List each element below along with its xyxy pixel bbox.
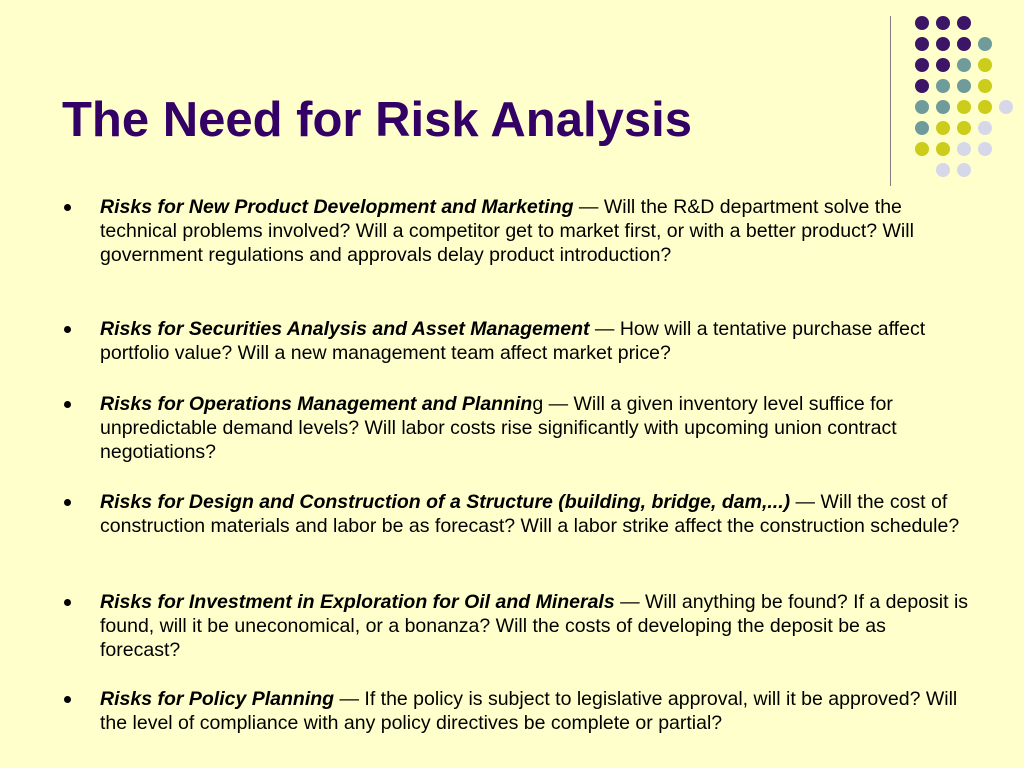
decorative-dot	[978, 58, 992, 72]
bullet-heading: Risks for Investment in Exploration for Oil and Minerals	[100, 591, 615, 613]
decorative-dot	[978, 121, 992, 135]
decorative-dot	[978, 37, 992, 51]
bullet-heading: Risks for Design and Construction of a Structure (building, bridge, dam,...)	[100, 491, 791, 513]
bullet-heading: Risks for Policy Planning	[100, 688, 335, 710]
decorative-dot	[999, 100, 1013, 114]
divider-line	[890, 16, 891, 186]
bullet-text: — If the policy is subject to legislative approval, will it be approved? Will the level of compliance with any policy directives be complete or partial?	[100, 688, 958, 734]
decorative-dot	[915, 37, 929, 51]
bullet-heading: Risks for Securities Analysis and Asset Management	[100, 318, 590, 340]
slide-title: The Need for Risk Analysis	[62, 93, 692, 147]
bullet-icon	[64, 326, 71, 333]
bullet-item-operations	[100, 392, 970, 464]
decorative-dot	[978, 100, 992, 114]
decorative-dot	[936, 79, 950, 93]
bullet-icon	[64, 401, 71, 408]
bullet-icon	[64, 204, 71, 211]
decorative-dot	[936, 142, 950, 156]
decorative-dot	[915, 58, 929, 72]
decorative-dot	[936, 16, 950, 30]
decorative-dot	[915, 142, 929, 156]
bullet-text: — Will anything be found? If a deposit is found, will it be uneconomical, or a bonanza? Will the costs of developing the deposit be as forecast?	[100, 591, 969, 661]
decorative-dot	[957, 16, 971, 30]
bullet-text: — How will a tentative purchase affect portfolio value? Will a new management team affect market price?	[100, 318, 926, 364]
bullet-icon	[64, 499, 71, 506]
bullet-text: — Will the cost of construction materials and labor be as forecast? Will a labor strike affect the construction schedule?	[100, 491, 960, 537]
decorative-dot	[957, 79, 971, 93]
bullet-item-new-product	[100, 195, 970, 267]
decorative-dot	[915, 121, 929, 135]
decorative-dot	[957, 37, 971, 51]
bullet-item-exploration	[100, 590, 970, 662]
decorative-dot	[915, 16, 929, 30]
bullet-item-securities	[100, 317, 970, 365]
decorative-dot	[957, 100, 971, 114]
decorative-dot	[978, 79, 992, 93]
decorative-dot	[936, 121, 950, 135]
decorative-dot	[936, 37, 950, 51]
decorative-dot	[936, 58, 950, 72]
bullet-item-construction	[100, 490, 970, 538]
decorative-dot	[915, 79, 929, 93]
bullet-item-policy	[100, 687, 970, 735]
bullet-icon	[64, 599, 71, 606]
bullet-icon	[64, 696, 71, 703]
decorative-dot	[915, 100, 929, 114]
decorative-dot	[936, 163, 950, 177]
bullet-heading: Risks for New Product Development and Marketing	[100, 196, 574, 218]
bullet-heading: Risks for Operations Management and Plannin	[100, 393, 533, 415]
decorative-dot	[957, 163, 971, 177]
decorative-dot	[957, 121, 971, 135]
decorative-dot	[957, 58, 971, 72]
decorative-dot	[978, 142, 992, 156]
bullet-text: g — Will a given inventory level suffice for unpredictable demand levels? Will labor costs rise significantly with upcoming union contract negotiations?	[100, 393, 897, 463]
bullet-text: — Will the R&D department solve the technical problems involved? Will a competitor get to market first, or with a better product? Will government regulations and approvals delay product introduction?	[100, 196, 914, 266]
decorative-dot	[957, 142, 971, 156]
decorative-dot	[936, 100, 950, 114]
